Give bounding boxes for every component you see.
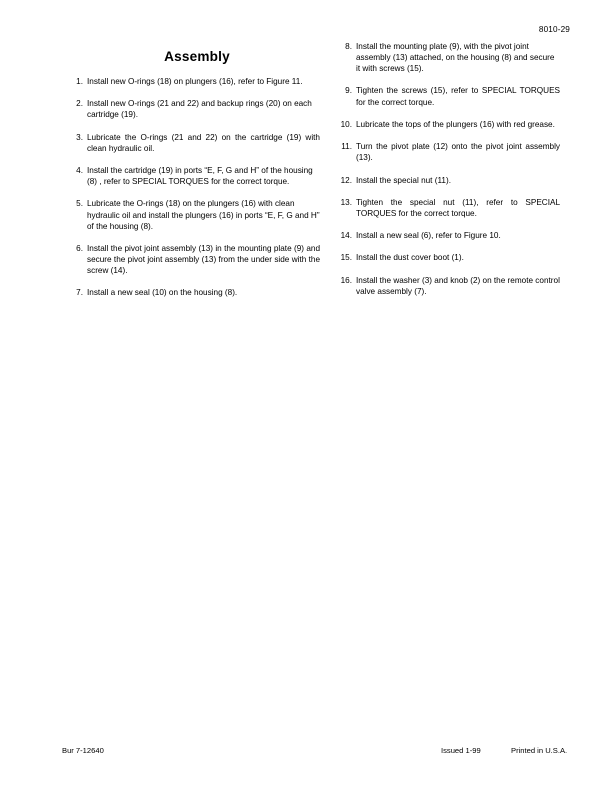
step-number: 2.	[76, 99, 83, 109]
step-text: Install new O-rings (21 and 22) and backup rings (20) on each cartridge (19).	[87, 99, 312, 120]
procedure-step	[336, 197, 560, 219]
step-text: Tighten the special nut (11), refer to SPECIAL TORQUES for the correct torque.	[356, 197, 560, 218]
procedure-step	[336, 119, 560, 130]
page-footer	[0, 746, 612, 760]
step-number: 1.	[76, 77, 83, 86]
step-number: 11.	[341, 142, 352, 152]
step-text: Install a new seal (10) on the housing (8).	[87, 288, 238, 298]
step-text: Lubricate the tops of the plungers (16) with red grease.	[356, 119, 555, 129]
right-column	[336, 41, 560, 308]
procedure-step	[336, 230, 560, 241]
step-text: Install the dust cover boot (1).	[356, 253, 464, 263]
page-number: 8010-29	[538, 25, 570, 34]
procedure-step	[336, 141, 560, 163]
step-number: 12.	[340, 175, 352, 185]
step-number: 13.	[340, 197, 352, 207]
step-number: 4.	[76, 166, 83, 176]
step-text: Lubricate the O-rings (18) on the plungers (16) with clean hydraulic oil and install the plungers (16) in ports “E, F, G and H” of the housing (8).	[87, 199, 320, 231]
step-text: Turn the pivot plate (12) onto the pivot joint assembly (13).	[356, 142, 560, 163]
procedure-step	[72, 287, 320, 298]
step-text: Lubricate the O-rings (21 and 22) on the cartridge (19) with clean hydraulic oil.	[87, 132, 320, 153]
step-number: 5.	[76, 199, 83, 209]
step-number: 15.	[340, 253, 352, 263]
procedure-step	[72, 198, 320, 231]
step-number: 16.	[340, 275, 352, 285]
step-text: Install the special nut (11).	[356, 175, 451, 185]
procedure-step	[336, 252, 560, 263]
step-number: 7.	[76, 288, 83, 298]
page-title: Assembly	[164, 49, 230, 64]
procedure-step	[336, 175, 560, 186]
step-text: Install the washer (3) and knob (2) on the remote control valve assembly (7).	[356, 275, 560, 296]
step-text: Install the mounting plate (9), with the pivot joint assembly (13) attached, on the housing (8) and secure it with screws (15).	[356, 42, 555, 74]
step-number: 8.	[345, 42, 352, 51]
step-number: 14.	[340, 231, 352, 241]
step-number: 10.	[340, 119, 352, 129]
step-text: Install the cartridge (19) in ports “E, F, G and H” of the housing (8) , refer to SPECIAL TORQUES for the correct torque.	[87, 166, 313, 187]
footer-issued-date: Issued 1-99	[441, 746, 481, 755]
step-text: Install new O-rings (18) on plungers (16), refer to Figure 11.	[87, 77, 303, 86]
footer-printed-in: Printed in U.S.A.	[511, 746, 568, 755]
procedure-step	[72, 243, 320, 276]
procedure-step	[72, 132, 320, 154]
procedure-step	[336, 275, 560, 297]
step-text: Tighten the screws (15), refer to SPECIAL TORQUES for the correct torque.	[356, 86, 560, 107]
footer-bulletin-number: Bur 7-12640	[62, 746, 104, 755]
procedure-step	[336, 41, 560, 74]
step-text: Install the pivot joint assembly (13) in the mounting plate (9) and secure the pivot joint assembly (13) from the under side with the screw (14).	[87, 243, 320, 276]
procedure-step	[72, 98, 320, 120]
left-column	[72, 76, 320, 310]
step-number: 3.	[76, 132, 83, 142]
procedure-step	[72, 165, 320, 187]
procedure-step	[336, 85, 560, 107]
step-number: 9.	[345, 86, 352, 96]
step-text: Install a new seal (6), refer to Figure 10.	[356, 231, 501, 241]
step-number: 6.	[76, 243, 83, 253]
procedure-step	[72, 76, 320, 87]
